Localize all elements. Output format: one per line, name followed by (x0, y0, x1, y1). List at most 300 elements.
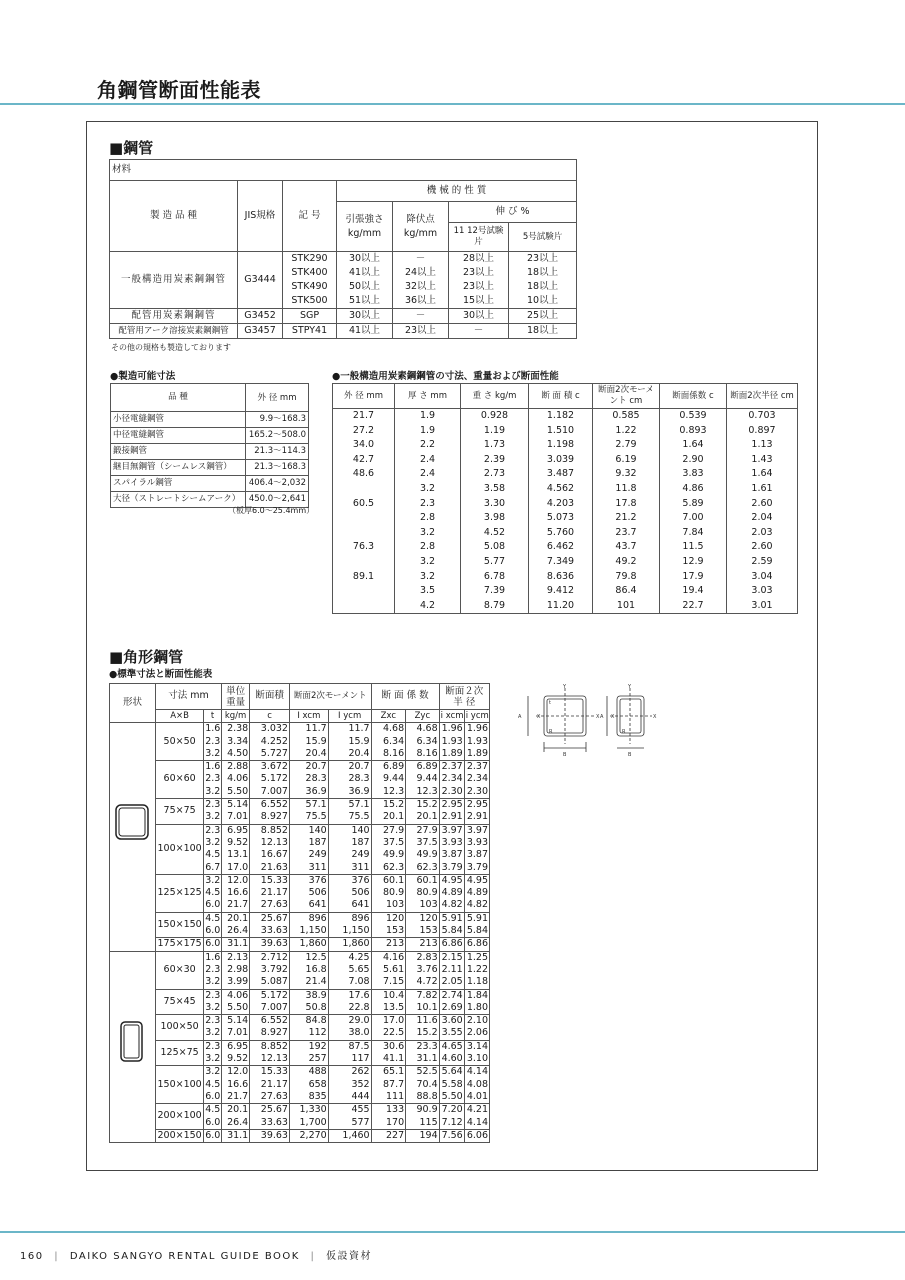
sq-cell: 84.8 (289, 1015, 328, 1028)
sq-cell: 21.17 (250, 1079, 290, 1091)
round-cell: 1.22 (593, 424, 660, 439)
sq-cell: 3.60 (439, 1015, 464, 1028)
sq-cell: 38.0 (328, 1027, 371, 1040)
sq-cell: 1.89 (464, 748, 489, 761)
sizes-product: スパイラル鋼管 (111, 476, 246, 492)
sq-cell: 8.852 (250, 824, 290, 837)
sq-cell: 2.3 (205, 735, 221, 747)
round-cell: 1.9 (395, 409, 461, 424)
sq-cell: 3.2 (205, 747, 221, 759)
sq-cell: 4.14 (464, 1066, 489, 1079)
sq-cell: 6.86 (439, 938, 464, 951)
sq-cell: 5.172 (250, 989, 290, 1002)
diagram-label: X (611, 714, 615, 720)
sizes-col-od: 外 径 mm (246, 384, 309, 412)
round-cell: 6.19 (593, 453, 660, 468)
sq-cell: 12.3 (406, 786, 439, 799)
sq-cell: 6.89 (406, 761, 439, 774)
round-cell: 2.59 (727, 555, 798, 570)
sq-cell: 3.87 (439, 849, 464, 861)
round-col-header: 厚 さ mm (395, 384, 461, 409)
sq-cell: 6.7 (205, 861, 221, 873)
mat-e11: 23以上 (449, 266, 509, 280)
sq-cell: 37.5 (371, 837, 406, 849)
round-cell: 48.6 (333, 467, 395, 482)
round-cell: 17.9 (660, 570, 727, 585)
sq-cell: 2.3 (205, 1015, 221, 1027)
sq-subheader: t (204, 710, 222, 723)
round-row (333, 526, 798, 541)
sq-cell: 39.63 (250, 938, 290, 951)
sq-subheader: kg/m (221, 710, 249, 723)
round-cell: 11.20 (529, 599, 593, 614)
mat-e5: 18以上 (509, 324, 577, 339)
round-cell: 0.897 (727, 424, 798, 439)
sq-cell: 2.91 (439, 811, 464, 824)
square-heading: ■角形鋼管 (109, 648, 184, 666)
sq-cell: 12.3 (371, 786, 406, 799)
round-row (333, 497, 798, 512)
sq-cell: 9.52 (221, 1053, 249, 1066)
sq-cell: 2.11 (439, 964, 464, 976)
sq-cell: 4.16 (371, 951, 406, 964)
sq-cell: 12.0 (221, 874, 249, 887)
sq-cell: 21.7 (221, 899, 249, 912)
sq-size: 100×50 (156, 1015, 204, 1041)
round-cell: 0.585 (593, 409, 660, 424)
sq-cell: 227 (371, 1129, 406, 1142)
round-cell: 1.13 (727, 438, 798, 453)
round-cell: 3.2 (395, 526, 461, 541)
round-cell: 7.39 (461, 584, 529, 599)
sq-size: 175×175 (157, 938, 202, 950)
sq-cell: 4.89 (439, 887, 464, 899)
round-row (333, 438, 798, 453)
sq-cell: 249 (328, 849, 371, 861)
sq-cell: 444 (328, 1091, 371, 1104)
sq-size: 75×75 (156, 799, 204, 825)
sq-cell: 30.6 (371, 1040, 406, 1053)
sq-cell: 7.56 (439, 1129, 464, 1142)
diagram-label: R (549, 729, 553, 735)
mat-tensile: 30以上 (337, 252, 393, 267)
sq-cell: 7.08 (328, 976, 371, 989)
sq-cell: 153 (371, 925, 406, 938)
sizes-col-product: 品 種 (111, 384, 246, 412)
sq-cell: 1.6 (205, 761, 221, 773)
sq-h-area: 断面積 (250, 684, 290, 710)
sq-cell: 2.95 (439, 799, 464, 812)
sq-cell: 15.33 (250, 1066, 290, 1079)
round-col-header: 断面2次半径 cm (727, 384, 798, 409)
sq-cell: 352 (328, 1079, 371, 1091)
sq-cell: 3.34 (221, 736, 249, 748)
sq-cell: 3.97 (439, 824, 464, 837)
mat-e5: 18以上 (509, 280, 577, 294)
round-cell: 17.8 (593, 497, 660, 512)
sq-cell: 6.34 (371, 736, 406, 748)
sizes-product: 大径（ストレートシームアーク） (111, 492, 246, 508)
sq-row (110, 912, 490, 925)
round-cell: 2.04 (727, 511, 798, 526)
section-name: 仮設資材 (326, 1251, 373, 1262)
sq-cell: 3.99 (221, 976, 249, 989)
round-cell: 27.2 (333, 424, 395, 439)
sq-cell: 11.7 (289, 723, 328, 736)
round-row (333, 555, 798, 570)
sq-cell: 20.7 (328, 761, 371, 774)
sq-cell: 88.8 (406, 1091, 439, 1104)
round-cell: 5.89 (660, 497, 727, 512)
sq-cell: 2.15 (439, 951, 464, 964)
diagram-label: B (628, 752, 632, 758)
mat-e11: 23以上 (449, 280, 509, 294)
sq-cell: 3.93 (439, 837, 464, 849)
round-cell: 3.487 (529, 467, 593, 482)
sq-cell: 3.76 (406, 964, 439, 976)
sq-h-moment: 断面2次モーメント (289, 684, 371, 710)
mat-product-3: 配管用アーク溶接炭素鋼鋼管 (110, 324, 238, 339)
round-cell: 2.73 (461, 467, 529, 482)
sq-cell: 117 (328, 1053, 371, 1066)
title-rule (0, 103, 905, 105)
sq-cell: 5.50 (221, 786, 249, 799)
round-cell: 34.0 (333, 438, 395, 453)
mat-tensile: 41以上 (337, 324, 393, 339)
sq-cell: 3.672 (250, 761, 290, 774)
sq-cell: 4.68 (371, 723, 406, 736)
round-cell: 3.30 (461, 497, 529, 512)
sq-cell: 2.38 (221, 723, 249, 736)
footer-rule (0, 1231, 905, 1233)
sq-cell: 4.5 (205, 887, 221, 899)
round-cell: 5.073 (529, 511, 593, 526)
sq-subheader: A×B (156, 710, 204, 723)
sq-cell: 22.8 (328, 1002, 371, 1015)
sq-cell: 41.1 (371, 1053, 406, 1066)
sq-cell: 2.37 (439, 761, 464, 774)
sq-cell: 8.852 (250, 1040, 290, 1053)
mat-e5: 25以上 (509, 309, 577, 324)
sq-cell: 20.1 (221, 1104, 249, 1117)
sq-cell: 3.792 (250, 964, 290, 976)
diagram-label: Y (628, 684, 632, 690)
diagram-label: A (518, 714, 522, 720)
round-cell: 19.4 (660, 584, 727, 599)
sq-cell: 4.25 (328, 951, 371, 964)
sq-cell: 87.5 (328, 1040, 371, 1053)
sq-cell: 103 (371, 899, 406, 912)
sq-subheader: i ycm (465, 711, 489, 721)
round-cell: 0.893 (660, 424, 727, 439)
col-elong11: 11 12号試験片 (449, 223, 509, 252)
sq-cell: 641 (328, 899, 371, 912)
sq-cell: 3.2 (205, 1066, 221, 1078)
square-table (109, 683, 490, 1143)
sq-cell: 8.16 (406, 748, 439, 761)
sq-cell: 1.80 (464, 1002, 489, 1015)
sq-cell: 2.3 (205, 989, 221, 1001)
mat-jis-1: G3444 (238, 252, 283, 309)
col-product: 製 造 品 種 (110, 181, 238, 252)
sq-cell: 3.93 (464, 837, 489, 849)
sq-cell: 6.0 (205, 1090, 221, 1102)
round-cell: 1.64 (727, 467, 798, 482)
sq-cell: 6.95 (221, 1040, 249, 1053)
sq-cell: 4.65 (439, 1040, 464, 1053)
round-cell: 1.510 (529, 424, 593, 439)
round-cell: 3.98 (461, 511, 529, 526)
page-title: 角鋼管断面性能表 (97, 78, 261, 102)
sq-cell: 1.89 (439, 748, 464, 761)
sq-size: 200×150 (157, 1129, 202, 1141)
sq-cell: 1,860 (328, 938, 371, 951)
round-cell: 3.01 (727, 599, 798, 614)
sq-cell: 5.50 (439, 1091, 464, 1104)
sq-cell: 3.2 (205, 836, 221, 848)
sq-cell: 6.0 (205, 1116, 221, 1128)
mat-symbol: STPY41 (283, 324, 337, 339)
sizes-row (111, 444, 309, 460)
round-cell (333, 584, 395, 599)
sq-cell: 3.10 (464, 1053, 489, 1066)
sq-cell: 5.087 (250, 976, 290, 989)
round-cell: 1.19 (461, 424, 529, 439)
round-cell: 6.462 (529, 540, 593, 555)
sq-cell: 7.01 (221, 1027, 249, 1040)
round-cell: 3.83 (660, 467, 727, 482)
sq-cell: 36.9 (289, 786, 328, 799)
round-cell: 2.8 (395, 540, 461, 555)
sq-cell: 10.1 (406, 1002, 439, 1015)
sq-cell: 194 (406, 1129, 439, 1142)
sq-cell: 11.6 (406, 1015, 439, 1028)
round-pipe-table (332, 383, 798, 614)
sq-cell: 20.1 (221, 912, 249, 925)
sq-cell: 12.0 (221, 1066, 249, 1079)
round-cell: 79.8 (593, 570, 660, 585)
round-cell: 76.3 (333, 540, 395, 555)
mat-symbol: STK500 (283, 294, 337, 309)
sq-cell: 7.007 (250, 786, 290, 799)
round-cell: 3.039 (529, 453, 593, 468)
sq-cell: 9.52 (221, 837, 249, 849)
sq-cell: 3.2 (205, 976, 221, 988)
sq-cell: 27.63 (250, 1091, 290, 1104)
sq-cell: 12.5 (289, 951, 328, 964)
round-cell: 5.77 (461, 555, 529, 570)
round-cell: 2.60 (727, 497, 798, 512)
mat-yield: 36以上 (393, 294, 449, 309)
round-cell (333, 482, 395, 497)
sq-subheader: Zxc (371, 710, 406, 723)
sq-cell: 4.06 (221, 773, 249, 785)
sq-cell: 11.7 (328, 723, 371, 736)
round-row (333, 409, 798, 424)
sq-cell: 21.4 (289, 976, 328, 989)
material-label: 材料 (110, 160, 577, 181)
round-cell: 2.4 (395, 467, 461, 482)
sq-cell: 3.79 (439, 862, 464, 875)
sq-cell: 3.79 (464, 862, 489, 875)
round-cell: 22.7 (660, 599, 727, 614)
round-cell: 23.7 (593, 526, 660, 541)
sq-cell: 31.1 (221, 938, 249, 951)
sizes-table (110, 383, 309, 508)
sq-cell: 192 (289, 1040, 328, 1053)
sizes-row (111, 428, 309, 444)
sq-cell: 16.8 (289, 964, 328, 976)
round-cell: 1.182 (529, 409, 593, 424)
sq-cell: 103 (406, 899, 439, 912)
sq-cell: 60.1 (371, 874, 406, 887)
sq-cell: 20.1 (406, 811, 439, 824)
sq-cell: 6.34 (406, 736, 439, 748)
diagram-label: B (563, 752, 567, 758)
round-cell: 1.43 (727, 453, 798, 468)
sq-cell: 140 (328, 824, 371, 837)
sq-cell: 4.5 (205, 1104, 221, 1116)
sq-row (110, 1066, 490, 1079)
sq-cell: 17.6 (328, 989, 371, 1002)
sq-cell: 4.14 (464, 1117, 489, 1130)
mat-e11: 15以上 (449, 294, 509, 309)
sq-size: 150×100 (156, 1066, 204, 1104)
sq-cell: 1,330 (289, 1104, 328, 1117)
sq-cell: 4.95 (464, 874, 489, 887)
sq-cell: 57.1 (289, 799, 328, 812)
sq-cell: 27.9 (371, 824, 406, 837)
sq-cell: 15.33 (250, 874, 290, 887)
sq-cell: 2.88 (221, 761, 249, 774)
round-cell: 21.7 (333, 409, 395, 424)
sq-cell: 376 (289, 874, 328, 887)
sizes-product: 継目無鋼管（シームレス鋼管） (111, 460, 246, 476)
sq-cell: 896 (328, 912, 371, 925)
sq-cell: 4.21 (464, 1104, 489, 1117)
sq-cell: 5.172 (250, 773, 290, 785)
mat-yield: － (393, 309, 449, 324)
sq-cell: 311 (289, 862, 328, 875)
material-note: その他の規格も製造しております (111, 343, 231, 352)
sq-cell: 2.3 (205, 824, 221, 836)
section-diagram (512, 684, 662, 764)
sq-row (110, 1015, 490, 1028)
diagram-label: X (537, 714, 541, 720)
sq-cell: 60.1 (406, 874, 439, 887)
round-col-header: 断面2次モーメント cm (593, 384, 660, 409)
sq-cell: 133 (371, 1104, 406, 1117)
mat-e5: 18以上 (509, 266, 577, 280)
round-cell: 11.8 (593, 482, 660, 497)
sq-cell: 3.032 (250, 723, 290, 736)
sq-cell: 49.9 (371, 849, 406, 861)
sq-cell: 488 (289, 1066, 328, 1079)
sizes-range: 406.4～2,032 (246, 476, 309, 492)
sq-cell: 3.2 (205, 874, 221, 886)
round-cell: 11.5 (660, 540, 727, 555)
mat-tensile: 51以上 (337, 294, 393, 309)
sq-cell: 33.63 (250, 925, 290, 938)
sq-size: 60×60 (156, 761, 204, 799)
round-row (333, 482, 798, 497)
sq-cell: 2.34 (464, 773, 489, 785)
col-elong5: 5号試験片 (509, 223, 577, 252)
sq-cell: 1.25 (464, 951, 489, 964)
sq-cell: 15.2 (371, 799, 406, 812)
sq-cell: 506 (289, 887, 328, 899)
steel-pipe-heading: ■鋼管 (109, 139, 154, 157)
sq-subheader: Zyc (406, 710, 439, 723)
round-cell: 8.79 (461, 599, 529, 614)
sq-cell: 7.15 (371, 976, 406, 989)
page-number: 160 (20, 1251, 44, 1262)
round-cell: 2.3 (395, 497, 461, 512)
round-cell: 0.539 (660, 409, 727, 424)
sq-cell: 3.97 (464, 824, 489, 837)
mat-yield: 32以上 (393, 280, 449, 294)
sq-cell: 249 (289, 849, 328, 861)
sq-cell: 4.89 (464, 887, 489, 899)
sq-cell: 49.9 (406, 849, 439, 861)
sq-cell: 4.5 (205, 912, 221, 924)
sq-cell: 6.0 (205, 925, 221, 937)
round-cell: 0.703 (727, 409, 798, 424)
mat-tensile: 50以上 (337, 280, 393, 294)
sq-cell: 15.2 (406, 1027, 439, 1040)
round-cell: 7.349 (529, 555, 593, 570)
sq-subheader: i xcm (440, 711, 464, 721)
sq-cell: 1,700 (289, 1117, 328, 1130)
sq-cell: 5.14 (221, 799, 249, 812)
round-cell: 1.64 (660, 438, 727, 453)
sq-cell: 12.13 (250, 1053, 290, 1066)
sq-cell: 13.1 (221, 849, 249, 861)
sizes-range: 165.2～508.0 (246, 428, 309, 444)
round-row (333, 424, 798, 439)
sq-cell: 1.96 (439, 723, 464, 736)
sq-cell: 641 (289, 899, 328, 912)
round-cell: 2.90 (660, 453, 727, 468)
mat-symbol: SGP (283, 309, 337, 324)
sq-cell: 2.10 (464, 1015, 489, 1028)
round-cell: 2.03 (727, 526, 798, 541)
sq-cell: 70.4 (406, 1079, 439, 1091)
sq-cell: 27.9 (406, 824, 439, 837)
material-table (109, 159, 577, 339)
sq-cell: 1.6 (205, 951, 221, 963)
sq-cell: 455 (328, 1104, 371, 1117)
round-cell: 4.203 (529, 497, 593, 512)
sq-cell: 4.01 (464, 1091, 489, 1104)
sq-row (110, 989, 490, 1002)
round-cell (333, 511, 395, 526)
sq-cell: 62.3 (406, 862, 439, 875)
sq-cell: 1.93 (464, 736, 489, 748)
sq-row (110, 799, 490, 812)
sq-cell: 3.87 (464, 849, 489, 861)
sq-cell: 376 (328, 874, 371, 887)
sq-cell: 5.61 (371, 964, 406, 976)
sq-cell: 3.2 (205, 1053, 221, 1065)
sq-cell: 153 (406, 925, 439, 938)
sq-cell: 896 (289, 912, 328, 925)
book-title: DAIKO SANGYO RENTAL GUIDE BOOK (69, 1251, 300, 1262)
diagram-label: t (549, 700, 551, 706)
sq-cell: 4.82 (464, 899, 489, 912)
sq-cell: 15.9 (328, 736, 371, 748)
mat-product-2: 配管用炭素鋼鋼管 (110, 309, 238, 324)
